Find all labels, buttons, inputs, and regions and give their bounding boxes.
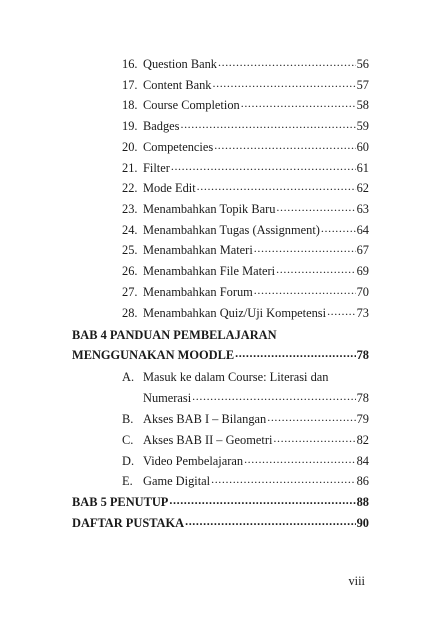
item-title: Menambahkan Topik Baru xyxy=(143,202,276,216)
toc-subitem xyxy=(122,453,369,469)
sub-title: Akses BAB II – Geometri xyxy=(143,433,273,447)
item-title: Course Completion xyxy=(143,98,240,112)
toc-item xyxy=(122,222,369,238)
bab4-title: MENGGUNAKAN MOODLE xyxy=(72,348,235,362)
leader-dots xyxy=(327,303,356,317)
leader-dots xyxy=(169,492,355,506)
sub-letter: D. xyxy=(122,454,135,468)
leader-dots xyxy=(254,240,356,254)
item-title: Menambahkan File Materi xyxy=(143,264,276,278)
item-number: 22. xyxy=(122,181,138,195)
item-number: 21. xyxy=(122,161,138,175)
sub-page: 86 xyxy=(356,474,369,488)
item-page: 60 xyxy=(356,140,369,154)
item-number: 26. xyxy=(122,264,138,278)
item-title: Content Bank xyxy=(143,78,212,92)
toc-item xyxy=(122,242,369,258)
bab4-page: 78 xyxy=(356,348,369,362)
toc-subitem-continued xyxy=(143,390,369,406)
toc-item xyxy=(122,97,369,113)
item-number: 19. xyxy=(122,119,138,133)
toc-chapter-pustaka xyxy=(72,515,369,531)
toc-item xyxy=(122,118,369,134)
leader-dots xyxy=(254,282,356,296)
item-number: 20. xyxy=(122,140,138,154)
sub-title: Masuk ke dalam Course: Literasi dan xyxy=(143,370,329,384)
toc-item xyxy=(122,284,369,300)
item-page: 58 xyxy=(356,98,369,112)
item-page: 69 xyxy=(356,264,369,278)
toc-item xyxy=(122,56,369,72)
leader-dots xyxy=(241,95,356,109)
item-title: Filter xyxy=(143,161,170,175)
toc-item xyxy=(122,139,369,155)
item-page: 62 xyxy=(356,181,369,195)
toc-item xyxy=(122,305,369,321)
leader-dots xyxy=(218,54,356,68)
toc-item xyxy=(122,160,369,176)
page-number: viii xyxy=(348,574,365,588)
item-number: 16. xyxy=(122,57,138,71)
item-number: 27. xyxy=(122,285,138,299)
leader-dots xyxy=(171,158,356,172)
leader-dots xyxy=(192,388,355,402)
sub-title: Video Pembelajaran xyxy=(143,454,244,468)
item-page: 64 xyxy=(356,223,369,237)
item-page: 61 xyxy=(356,161,369,175)
sub-letter: B. xyxy=(122,412,134,426)
item-number: 28. xyxy=(122,306,138,320)
leader-dots xyxy=(267,409,355,423)
sub-letter: C. xyxy=(122,433,134,447)
toc-subitem xyxy=(122,411,369,427)
item-title: Mode Edit xyxy=(143,181,196,195)
pustaka-page: 90 xyxy=(356,516,369,530)
bab4-heading-line1: BAB 4 PANDUAN PEMBELAJARAN xyxy=(72,328,277,342)
item-title: Competencies xyxy=(143,140,214,154)
item-title: Menambahkan Materi xyxy=(143,243,253,257)
sub-title-continued: Numerasi xyxy=(143,391,192,405)
toc-item xyxy=(122,77,369,93)
pustaka-title: DAFTAR PUSTAKA xyxy=(72,516,185,530)
item-number: 24. xyxy=(122,223,138,237)
item-page: 70 xyxy=(356,285,369,299)
bab5-title: BAB 5 PENUTUP xyxy=(72,495,169,509)
toc-item xyxy=(122,180,369,196)
leader-dots xyxy=(180,116,355,130)
sub-page: 82 xyxy=(356,433,369,447)
toc-item xyxy=(122,263,369,279)
leader-dots xyxy=(276,261,355,275)
toc-chapter-bab5 xyxy=(72,494,369,510)
sub-title: Akses BAB I – Bilangan xyxy=(143,412,267,426)
item-page: 56 xyxy=(356,57,369,71)
item-page: 73 xyxy=(356,306,369,320)
item-title: Menambahkan Forum xyxy=(143,285,253,299)
toc-subitem xyxy=(122,432,369,448)
sub-page: 79 xyxy=(356,412,369,426)
sub-page: 84 xyxy=(356,454,369,468)
leader-dots xyxy=(211,471,356,485)
item-page: 59 xyxy=(356,119,369,133)
item-title: Menambahkan Tugas (Assignment) xyxy=(143,223,320,237)
leader-dots xyxy=(197,178,356,192)
leader-dots xyxy=(244,451,356,465)
item-page: 63 xyxy=(356,202,369,216)
sub-letter: E. xyxy=(122,474,133,488)
leader-dots xyxy=(214,137,355,151)
bab4-heading-line2 xyxy=(72,347,369,363)
item-title: Menambahkan Quiz/Uji Kompetensi xyxy=(143,306,327,320)
leader-dots xyxy=(276,199,355,213)
item-number: 25. xyxy=(122,243,138,257)
leader-dots xyxy=(185,513,356,527)
sub-page: 78 xyxy=(356,391,369,405)
leader-dots xyxy=(321,220,356,234)
sub-letter: A. xyxy=(122,370,135,384)
bab5-page: 88 xyxy=(356,495,369,509)
item-number: 18. xyxy=(122,98,138,112)
leader-dots xyxy=(273,430,355,444)
toc-subitem xyxy=(122,473,369,489)
leader-dots xyxy=(213,75,356,89)
item-page: 57 xyxy=(356,78,369,92)
leader-dots xyxy=(235,345,356,359)
item-page: 67 xyxy=(356,243,369,257)
sub-title: Game Digital xyxy=(143,474,211,488)
item-number: 23. xyxy=(122,202,138,216)
toc-subitem xyxy=(122,369,328,385)
item-title: Badges xyxy=(143,119,180,133)
item-number: 17. xyxy=(122,78,138,92)
toc-item xyxy=(122,201,369,217)
item-title: Question Bank xyxy=(143,57,217,71)
